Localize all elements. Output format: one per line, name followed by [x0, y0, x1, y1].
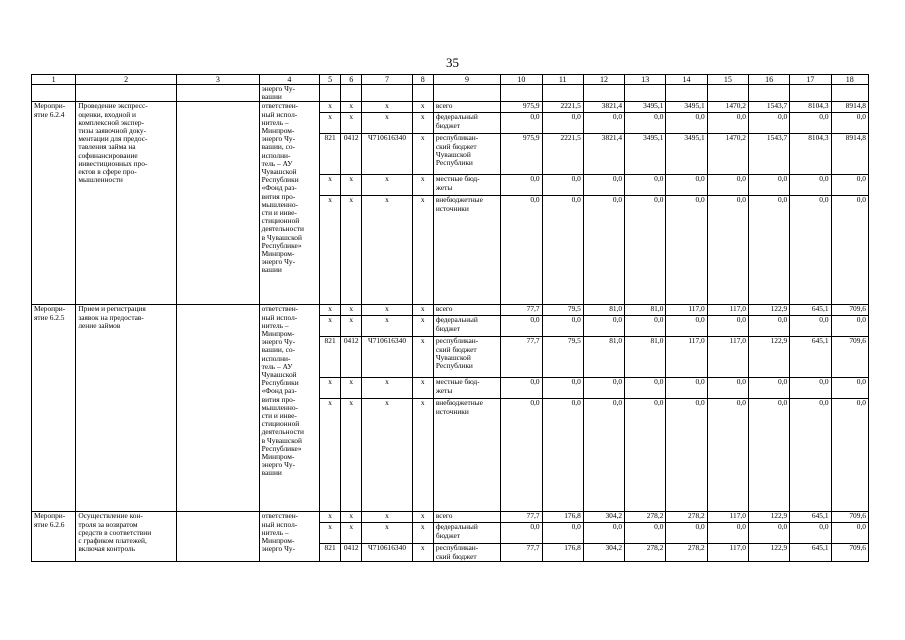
amount-cell: 0,0 — [666, 399, 707, 512]
target-code: x — [362, 523, 412, 544]
section-code: x — [341, 378, 362, 399]
header-cell: 17 — [790, 75, 831, 85]
funding-source: местные бюд- жеты — [433, 378, 500, 399]
funding-source: всего — [433, 102, 500, 113]
target-code: x — [362, 399, 412, 512]
amount-cell: 0,0 — [790, 113, 831, 134]
amount-cell: 0,0 — [790, 523, 831, 544]
header-cell: 14 — [666, 75, 707, 85]
section-code: 0412 — [341, 134, 362, 175]
page-number: 35 — [446, 55, 459, 70]
empty-cell — [625, 85, 666, 102]
amount-cell: 0,0 — [583, 316, 624, 337]
amount-cell: 0,0 — [625, 399, 666, 512]
amount-cell: 0,0 — [707, 378, 748, 399]
amount-cell: 304,2 — [583, 544, 624, 561]
grbs-code: x — [320, 378, 341, 399]
amount-cell: 0,0 — [707, 399, 748, 512]
amount-cell: 0,0 — [583, 113, 624, 134]
amount-cell: 645,1 — [790, 512, 831, 523]
executor-text: ответствен- ный испол- нитель – Минпром- энерго Чу- — [259, 512, 319, 561]
amount-cell: 2221,5 — [542, 102, 583, 113]
header-cell: 15 — [707, 75, 748, 85]
expense-code: x — [412, 196, 433, 305]
grbs-code: x — [320, 113, 341, 134]
section-code: x — [341, 113, 362, 134]
amount-cell: 1470,2 — [707, 134, 748, 175]
amount-cell: 8914,8 — [831, 102, 868, 113]
section-code: x — [341, 399, 362, 512]
grbs-code: x — [320, 196, 341, 305]
header-cell: 11 — [542, 75, 583, 85]
amount-cell: 8104,3 — [790, 102, 831, 113]
empty-cell — [76, 85, 177, 102]
amount-cell: 176,8 — [542, 544, 583, 561]
amount-cell: 0,0 — [748, 399, 789, 512]
grbs-code: x — [320, 305, 341, 316]
amount-cell: 278,2 — [625, 544, 666, 561]
header-cell: 5 — [320, 75, 341, 85]
amount-cell: 117,0 — [707, 544, 748, 561]
section-code: x — [341, 102, 362, 113]
section-code: x — [341, 305, 362, 316]
amount-cell: 0,0 — [583, 175, 624, 196]
grbs-code: x — [320, 399, 341, 512]
amount-cell: 117,0 — [707, 305, 748, 316]
empty-cell — [790, 85, 831, 102]
empty-cell — [177, 102, 260, 305]
amount-cell: 122,9 — [748, 337, 789, 378]
empty-cell — [433, 85, 500, 102]
amount-cell: 0,0 — [501, 399, 542, 512]
amount-cell: 1543,7 — [748, 134, 789, 175]
amount-cell: 1470,2 — [707, 102, 748, 113]
grbs-code: x — [320, 175, 341, 196]
amount-cell: 0,0 — [790, 399, 831, 512]
amount-cell: 0,0 — [666, 196, 707, 305]
header-cell: 6 — [341, 75, 362, 85]
amount-cell: 0,0 — [542, 523, 583, 544]
amount-cell: 278,2 — [666, 544, 707, 561]
amount-cell: 117,0 — [707, 512, 748, 523]
target-code: x — [362, 512, 412, 523]
amount-cell: 709,6 — [831, 512, 868, 523]
empty-cell — [412, 85, 433, 102]
header-cell: 8 — [412, 75, 433, 85]
amount-cell: 77,7 — [501, 544, 542, 561]
grbs-code: x — [320, 102, 341, 113]
header-cell: 10 — [501, 75, 542, 85]
amount-cell: 8104,3 — [790, 134, 831, 175]
amount-cell: 77,7 — [501, 305, 542, 316]
expense-code: x — [412, 316, 433, 337]
amount-cell: 122,9 — [748, 544, 789, 561]
funding-source: федеральный бюджет — [433, 316, 500, 337]
amount-cell: 0,0 — [501, 113, 542, 134]
amount-cell: 0,0 — [831, 316, 868, 337]
table-row — [32, 305, 869, 316]
amount-cell: 709,6 — [831, 544, 868, 561]
empty-cell — [341, 85, 362, 102]
section-code: x — [341, 512, 362, 523]
amount-cell: 0,0 — [542, 196, 583, 305]
amount-cell: 0,0 — [625, 378, 666, 399]
amount-cell: 0,0 — [666, 316, 707, 337]
measure-name: Прием и регистрация заявок на предостав- ление займов — [76, 305, 177, 512]
funding-source: республикан- ский бюджет Чувашской Республики — [433, 337, 500, 378]
amount-cell: 77,7 — [501, 337, 542, 378]
target-code: x — [362, 175, 412, 196]
continuation-text: энерго Чу- вашии — [259, 85, 319, 102]
grbs-code: x — [320, 523, 341, 544]
expense-code: x — [412, 102, 433, 113]
amount-cell: 0,0 — [666, 523, 707, 544]
amount-cell: 0,0 — [583, 523, 624, 544]
amount-cell: 304,2 — [583, 512, 624, 523]
budget-table — [31, 74, 869, 562]
expense-code: x — [412, 523, 433, 544]
amount-cell: 81,0 — [625, 337, 666, 378]
amount-cell: 81,0 — [583, 337, 624, 378]
amount-cell: 645,1 — [790, 305, 831, 316]
amount-cell: 0,0 — [790, 175, 831, 196]
section-code: x — [341, 196, 362, 305]
target-code: x — [362, 102, 412, 113]
amount-cell: 81,0 — [583, 305, 624, 316]
amount-cell: 0,0 — [790, 196, 831, 305]
amount-cell: 0,0 — [501, 523, 542, 544]
amount-cell: 0,0 — [707, 523, 748, 544]
section-code: 0412 — [341, 544, 362, 561]
grbs-code: 821 — [320, 544, 341, 561]
funding-source: местные бюд- жеты — [433, 175, 500, 196]
amount-cell: 117,0 — [666, 337, 707, 378]
amount-cell: 0,0 — [625, 196, 666, 305]
amount-cell: 77,7 — [501, 512, 542, 523]
funding-source: всего — [433, 512, 500, 523]
empty-cell — [831, 85, 868, 102]
header-cell: 7 — [362, 75, 412, 85]
amount-cell: 3495,1 — [666, 134, 707, 175]
section-code: x — [341, 523, 362, 544]
grbs-code: 821 — [320, 134, 341, 175]
amount-cell: 0,0 — [790, 378, 831, 399]
amount-cell: 79,5 — [542, 305, 583, 316]
section-code: x — [341, 316, 362, 337]
amount-cell: 81,0 — [625, 305, 666, 316]
header-cell: 16 — [748, 75, 789, 85]
amount-cell: 0,0 — [625, 113, 666, 134]
table-row — [32, 102, 869, 113]
amount-cell: 122,9 — [748, 305, 789, 316]
continuation-row — [32, 85, 869, 102]
amount-cell: 3821,4 — [583, 134, 624, 175]
amount-cell: 0,0 — [831, 523, 868, 544]
amount-cell: 0,0 — [748, 113, 789, 134]
empty-cell — [320, 85, 341, 102]
amount-cell: 975,9 — [501, 134, 542, 175]
amount-cell: 79,5 — [542, 337, 583, 378]
amount-cell: 0,0 — [501, 316, 542, 337]
target-code: Ч710616340 — [362, 337, 412, 378]
amount-cell: 0,0 — [542, 175, 583, 196]
amount-cell: 0,0 — [666, 175, 707, 196]
amount-cell: 0,0 — [748, 378, 789, 399]
expense-code: x — [412, 175, 433, 196]
amount-cell: 0,0 — [625, 523, 666, 544]
empty-cell — [501, 85, 542, 102]
target-code: x — [362, 378, 412, 399]
amount-cell: 0,0 — [666, 378, 707, 399]
empty-cell — [542, 85, 583, 102]
table-row — [32, 512, 869, 523]
amount-cell: 0,0 — [501, 196, 542, 305]
expense-code: x — [412, 399, 433, 512]
amount-cell: 709,6 — [831, 305, 868, 316]
funding-source: республикан- ский бюджет — [433, 544, 500, 561]
header-cell: 3 — [177, 75, 260, 85]
funding-source: внебюджетные источники — [433, 399, 500, 512]
empty-cell — [362, 85, 412, 102]
amount-cell: 117,0 — [666, 305, 707, 316]
target-code: Ч710616340 — [362, 544, 412, 561]
amount-cell: 0,0 — [542, 113, 583, 134]
amount-cell: 645,1 — [790, 544, 831, 561]
amount-cell: 278,2 — [666, 512, 707, 523]
amount-cell: 0,0 — [666, 113, 707, 134]
amount-cell: 0,0 — [707, 113, 748, 134]
expense-code: x — [412, 378, 433, 399]
amount-cell: 0,0 — [748, 175, 789, 196]
grbs-code: x — [320, 316, 341, 337]
measure-code: Меропри- ятие 6.2.5 — [32, 305, 76, 512]
amount-cell: 0,0 — [707, 316, 748, 337]
empty-cell — [177, 512, 260, 561]
amount-cell: 117,0 — [707, 337, 748, 378]
expense-code: x — [412, 512, 433, 523]
amount-cell: 176,8 — [542, 512, 583, 523]
amount-cell: 0,0 — [625, 316, 666, 337]
section-code: x — [341, 175, 362, 196]
executor-text: ответствен- ный испол- нитель – Минпром- энерго Чу- вашии, со- исполни- тель – АУ Чувашской Республики «Фонд раз- вития про- мышленно- сти и инве- стиционной деятельности в Чувашской Республике» Минпром- энерго Чу- вашии — [259, 305, 319, 512]
header-cell: 13 — [625, 75, 666, 85]
target-code: Ч710616340 — [362, 134, 412, 175]
amount-cell: 3495,1 — [625, 134, 666, 175]
amount-cell: 2221,5 — [542, 134, 583, 175]
amount-cell: 0,0 — [831, 378, 868, 399]
amount-cell: 0,0 — [542, 378, 583, 399]
empty-cell — [583, 85, 624, 102]
header-cell: 1 — [32, 75, 76, 85]
header-cell: 4 — [259, 75, 319, 85]
amount-cell: 709,6 — [831, 337, 868, 378]
amount-cell: 0,0 — [501, 175, 542, 196]
grbs-code: x — [320, 512, 341, 523]
expense-code: x — [412, 134, 433, 175]
amount-cell: 3495,1 — [625, 102, 666, 113]
amount-cell: 645,1 — [790, 337, 831, 378]
executor-text: ответствен- ный испол- нитель – Минпром- энерго Чу- вашии, со- исполни- тель – АУ Чувашской Республики «Фонд раз- вития про- мышленно- сти и инве- стиционной деятельности в Чувашской Республике» Минпром- энерго Чу- вашии — [259, 102, 319, 305]
amount-cell: 0,0 — [583, 378, 624, 399]
header-cell: 18 — [831, 75, 868, 85]
header-cell: 12 — [583, 75, 624, 85]
measure-name: Проведение экспресс- оценки, входной и комплексной экспер- тизы заявочной доку- ментации для предос- тавления займа на софинансирование инвестиционных про- ектов в сфере про- мышленности — [76, 102, 177, 305]
amount-cell: 1543,7 — [748, 102, 789, 113]
amount-cell: 0,0 — [501, 378, 542, 399]
amount-cell: 0,0 — [831, 113, 868, 134]
target-code: x — [362, 113, 412, 134]
funding-source: всего — [433, 305, 500, 316]
measure-code: Меропри- ятие 6.2.6 — [32, 512, 76, 561]
header-row — [32, 75, 869, 85]
header-cell: 2 — [76, 75, 177, 85]
amount-cell: 975,9 — [501, 102, 542, 113]
amount-cell: 0,0 — [625, 175, 666, 196]
empty-cell — [666, 85, 707, 102]
empty-cell — [177, 85, 260, 102]
amount-cell: 0,0 — [707, 175, 748, 196]
amount-cell: 0,0 — [790, 316, 831, 337]
expense-code: x — [412, 305, 433, 316]
amount-cell: 0,0 — [831, 399, 868, 512]
amount-cell: 0,0 — [748, 316, 789, 337]
funding-source: федеральный бюджет — [433, 523, 500, 544]
empty-cell — [707, 85, 748, 102]
measure-name: Осуществление кон- троля за возвратом средств в соответствии с графиком платежей, включая контроль — [76, 512, 177, 561]
funding-source: федеральный бюджет — [433, 113, 500, 134]
amount-cell: 0,0 — [542, 316, 583, 337]
amount-cell: 0,0 — [583, 196, 624, 305]
amount-cell: 0,0 — [748, 523, 789, 544]
section-code: 0412 — [341, 337, 362, 378]
empty-cell — [32, 85, 76, 102]
amount-cell: 0,0 — [542, 399, 583, 512]
grbs-code: 821 — [320, 337, 341, 378]
amount-cell: 122,9 — [748, 512, 789, 523]
funding-source: республикан- ский бюджет Чувашской Республики — [433, 134, 500, 175]
amount-cell: 0,0 — [583, 399, 624, 512]
expense-code: x — [412, 544, 433, 561]
measure-code: Меропри- ятие 6.2.4 — [32, 102, 76, 305]
amount-cell: 0,0 — [831, 175, 868, 196]
expense-code: x — [412, 337, 433, 378]
amount-cell: 278,2 — [625, 512, 666, 523]
empty-cell — [748, 85, 789, 102]
amount-cell: 0,0 — [831, 196, 868, 305]
amount-cell: 3495,1 — [666, 102, 707, 113]
amount-cell: 0,0 — [707, 196, 748, 305]
empty-cell — [177, 305, 260, 512]
funding-source: внебюджетные источники — [433, 196, 500, 305]
expense-code: x — [412, 113, 433, 134]
amount-cell: 0,0 — [748, 196, 789, 305]
amount-cell: 8914,8 — [831, 134, 868, 175]
amount-cell: 3821,4 — [583, 102, 624, 113]
header-cell: 9 — [433, 75, 500, 85]
target-code: x — [362, 316, 412, 337]
target-code: x — [362, 196, 412, 305]
target-code: x — [362, 305, 412, 316]
